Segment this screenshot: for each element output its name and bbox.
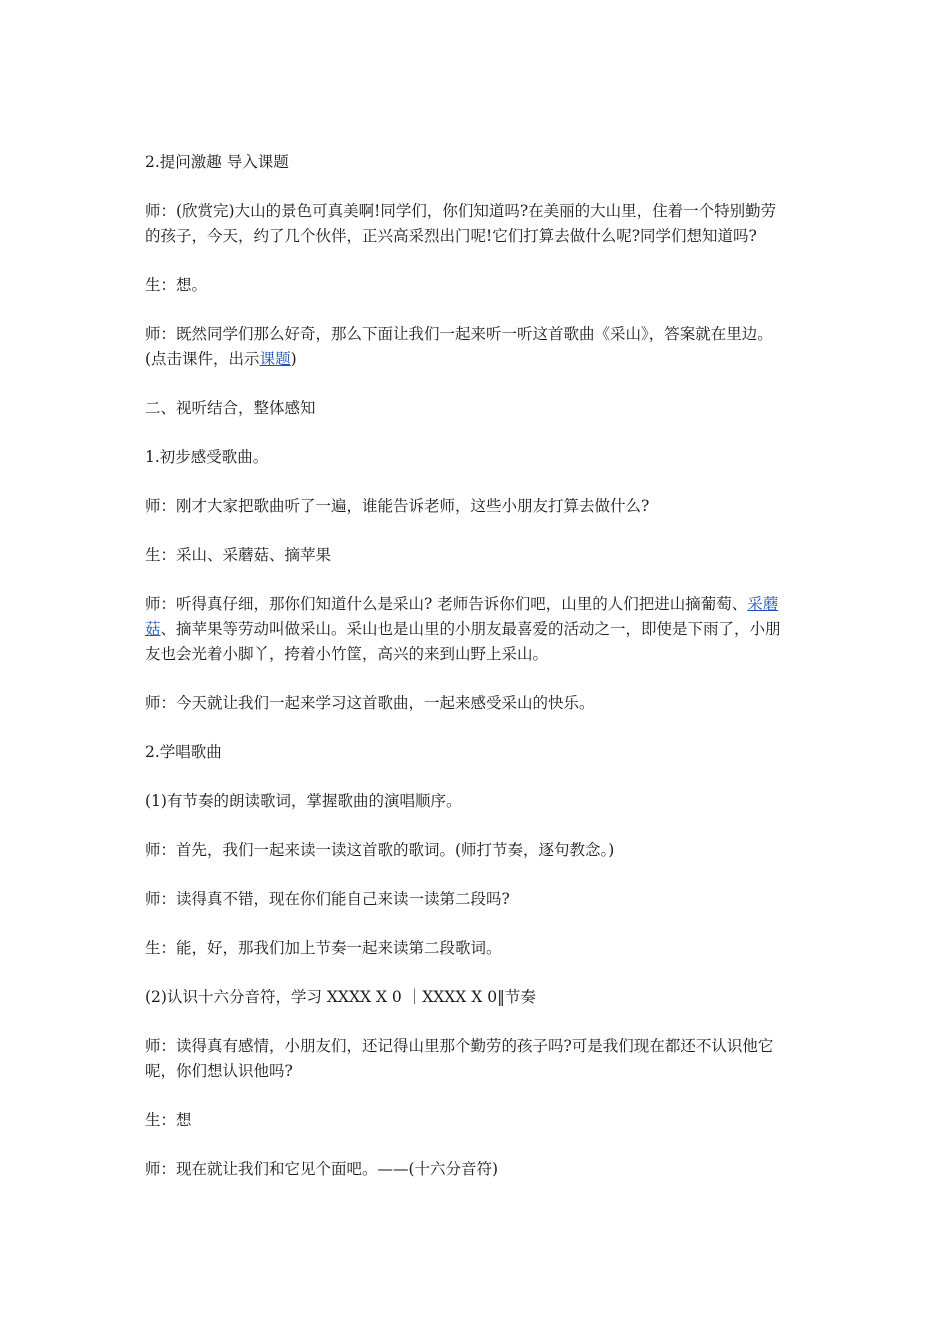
text-line: 师：(欣赏完)大山的景色可真美啊!同学们，你们知道吗?在美丽的大山里，住着一个特别勤劳 [145, 202, 777, 220]
paragraph-12 [145, 789, 815, 814]
document-body [145, 150, 815, 1206]
paragraph-14 [145, 887, 815, 912]
text-line: 的孩子，今天，约了几个伙伴，正兴高采烈出门呢!它们打算去做什么呢?同学们想知道吗? [145, 227, 757, 245]
paragraph-18 [145, 1108, 815, 1133]
text-line: 师：刚才大家把歌曲听了一遍，谁能告诉老师，这些小朋友打算去做什么? [145, 497, 650, 515]
paragraph-17 [145, 1034, 815, 1084]
caimogu-link[interactable]: 采蘑 [747, 595, 779, 613]
paragraph-19 [145, 1157, 815, 1182]
paragraph-2 [145, 199, 815, 249]
keti-link[interactable]: 课题 [259, 350, 291, 368]
paragraph-16 [145, 985, 815, 1010]
text-line: 师：首先，我们一起来读一读这首歌的歌词。(师打节奏，逐句教念。) [145, 841, 615, 859]
text-line: 生：能，好，那我们加上节奏一起来读第二段歌词。 [145, 939, 502, 957]
text-line: 二、视听结合，整体感知 [145, 399, 316, 417]
paragraph-15 [145, 936, 815, 961]
text-segment: (点击课件，出示 [145, 350, 260, 368]
text-line: 呢，你们想认识他吗? [145, 1062, 293, 1080]
text-line: 生：想。 [145, 276, 208, 294]
text-segment: ) [290, 350, 297, 368]
paragraph-6 [145, 445, 815, 470]
paragraph-4 [145, 322, 815, 372]
text-line: 1.初步感受歌曲。 [145, 448, 269, 466]
paragraph-1 [145, 150, 815, 175]
text-line [145, 592, 815, 617]
caimogu-link-continued[interactable]: 菇 [145, 620, 161, 638]
text-line: 师：既然同学们那么好奇，那么下面让我们一起来听一听这首歌曲《采山》，答案就在里边。 [145, 325, 773, 343]
paragraph-9 [145, 592, 815, 667]
paragraph-5 [145, 396, 815, 421]
text-line: 师：读得真不错，现在你们能自己来读一读第二段吗? [145, 890, 510, 908]
paragraph-7 [145, 494, 815, 519]
text-line: 师：读得真有感情，小朋友们，还记得山里那个勤劳的孩子吗?可是我们现在都还不认识他它 [145, 1037, 774, 1055]
text-line: 师：现在就让我们和它见个面吧。——(十六分音符) [145, 1160, 499, 1178]
text-line: 2.学唱歌曲 [145, 743, 222, 761]
text-segment: 、摘苹果等劳动叫做采山。采山也是山里的小朋友最喜爱的活动之一，即使是下雨了，小朋 [160, 620, 781, 638]
text-line: (1)有节奏的朗读歌词，掌握歌曲的演唱顺序。 [145, 792, 462, 810]
text-segment: 师：听得真仔细，那你们知道什么是采山? 老师告诉你们吧，山里的人们把进山摘葡萄、 [145, 595, 748, 613]
paragraph-13 [145, 838, 815, 863]
text-line [145, 617, 815, 642]
text-line: 生：采山、采蘑菇、摘苹果 [145, 546, 332, 564]
text-line: 生：想 [145, 1111, 192, 1129]
text-line: (2)认识十六分音符，学习 XXXX X 0 ｜XXXX X 0‖节奏 [145, 988, 536, 1006]
text-line: 2.提问激趣 导入课题 [145, 153, 289, 171]
paragraph-3 [145, 273, 815, 298]
paragraph-8 [145, 543, 815, 568]
text-line: 友也会光着小脚丫，挎着小竹筐，高兴的来到山野上采山。 [145, 645, 549, 663]
paragraph-10 [145, 691, 815, 716]
paragraph-11 [145, 740, 815, 765]
text-line [145, 347, 815, 372]
text-line: 师：今天就让我们一起来学习这首歌曲，一起来感受采山的快乐。 [145, 694, 595, 712]
